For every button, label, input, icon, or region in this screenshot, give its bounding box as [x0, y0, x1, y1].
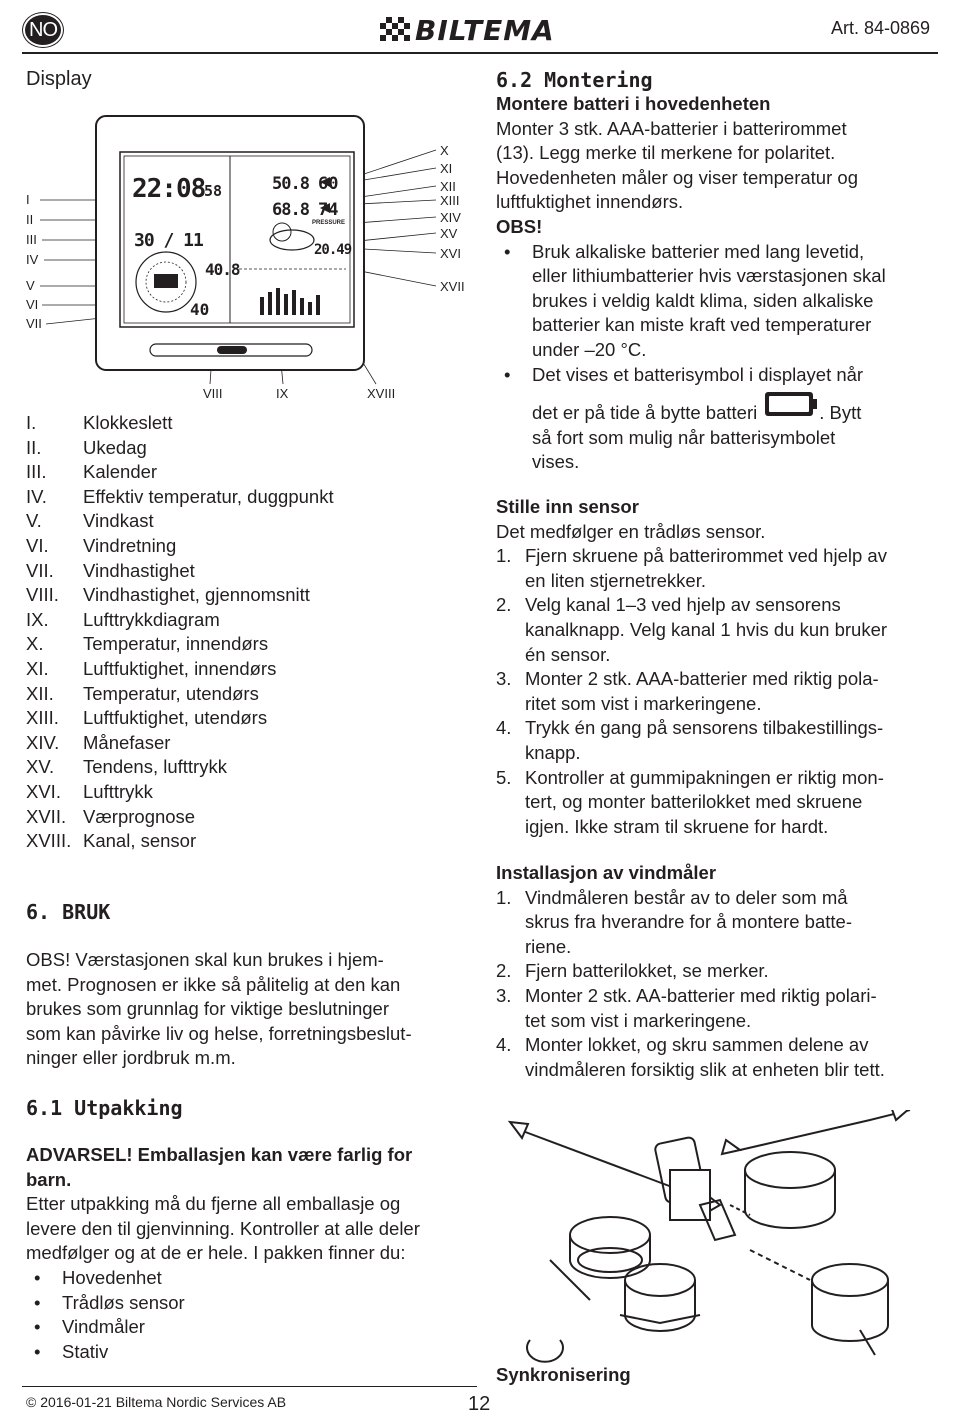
utpakking-heading: 6.1 Utpakking	[26, 1096, 183, 1120]
vindmaler-section	[496, 861, 941, 1082]
list-item: • Det vises et batterisymbol i displayet når det er på tide å bytte batteri . Bytt så fort som mulig når batterisymbolet vises.	[496, 363, 936, 475]
weather-station-display	[92, 112, 372, 374]
screen-time: 22:08	[132, 174, 206, 204]
sensor-section	[496, 495, 936, 839]
text-line: met. Prognosen er ikke så pålitelig at den kan	[26, 973, 401, 995]
legend-item: VII. Vindhastighet	[26, 559, 195, 581]
legend-item: XIV. Månefaser	[26, 731, 171, 753]
legend-item: VI. Vindretning	[26, 535, 177, 556]
diagram-label: XVII	[440, 279, 465, 294]
legend-item: XIII. Luftfuktighet, utendørs	[26, 707, 268, 729]
diagram-label: XVI	[440, 246, 461, 261]
battery-icon	[757, 397, 819, 421]
diagram-label: X	[440, 143, 449, 158]
article-number: Art. 84-0869	[830, 18, 930, 38]
obs-label: OBS!	[496, 215, 543, 237]
display-heading: Display	[26, 68, 92, 90]
legend-item: VIII. Vindhastighet, gjennomsnitt	[26, 584, 310, 606]
text-line: medfølger og at de er hele. I pakken finner du:	[26, 1242, 406, 1264]
text-line: ninger eller jordbruk m.m.	[26, 1047, 236, 1069]
list-item: 4. Trykk én gang på sensorens tilbakestillings- knapp.	[496, 717, 884, 763]
legend-item: XVI. Lufttrykk	[26, 781, 153, 802]
legend-item: IV. Effektiv temperatur, duggpunkt	[26, 485, 334, 507]
brand-name: BILTEMA	[415, 14, 555, 47]
diagram-label: XVIII	[367, 386, 396, 401]
page-number: 12	[468, 1393, 491, 1415]
screen-wind-speed: 40	[190, 300, 210, 319]
list-item: 5. Kontroller at gummipakningen er riktig mon- tert, og monter batterilokket med skruene igjen. Ikke stram til skruene for hardt.	[496, 766, 884, 837]
text-line: brukes som grunnlag for viktige beslutninger	[26, 998, 389, 1020]
list-item: 3. Monter 2 stk. AAA-batterier med riktig pola- ritet som vist i markeringene.	[496, 668, 879, 714]
diagram-label: III	[26, 232, 37, 247]
text-line: som kan påvirke liv og helse, forretningsbeslut-	[26, 1022, 412, 1044]
montering-heading: 6.2 Montering	[496, 68, 653, 92]
legend-item: XII. Temperatur, utendørs	[26, 682, 259, 704]
screen-outdoor-humidity: 74	[318, 200, 339, 220]
list-item: • Hovedenhet	[26, 1266, 476, 1291]
list-item: • Bruk alkaliske batterier med lang levetid, eller lithiumbatterier hvis værstasjonen skal brukes i veldig kaldt klima, siden alkaliske batterier kan miste kraft ved temperaturer under –20 °C.	[496, 240, 936, 363]
language-code: NO	[23, 13, 63, 47]
text-line: Hovedenheten måler og viser temperatur og	[496, 166, 858, 188]
list-item: 2. Fjern batterilokket, se merker.	[496, 960, 769, 982]
list-item: • Vindmåler	[26, 1315, 476, 1340]
text-line: levere den til gjenvinning. Kontroller at alle deler	[26, 1217, 420, 1239]
diagram-label: I	[26, 192, 30, 207]
utpakking-body	[26, 1143, 476, 1364]
screen-date: 30 / 11	[134, 230, 203, 251]
list-item: 1. Vindmåleren består av to deler som må skrus fra hverandre for å montere batte- riene.	[496, 886, 852, 957]
diagram-label: XIV	[440, 210, 461, 225]
warning-line: barn.	[26, 1168, 72, 1190]
diagram-label: XV	[440, 226, 458, 241]
text-line: Monter 3 stk. AAA-batterier i batterirommet	[496, 117, 847, 139]
diagram-label: XII	[440, 179, 456, 194]
sensor-intro: Det medfølger en trådløs sensor.	[496, 520, 766, 542]
diagram-label: VIII	[203, 386, 223, 401]
diagram-label: II	[26, 212, 34, 227]
list-item: 2. Velg kanal 1–3 ved hjelp av sensorens kanalknapp. Velg kanal 1 hvis du kun bruker én sensor.	[496, 594, 888, 665]
legend-item: X. Temperatur, innendørs	[26, 633, 269, 655]
diagram-label: XIII	[440, 193, 460, 208]
diagram-label: VI	[26, 297, 39, 312]
list-item: • Trådløs sensor	[26, 1291, 476, 1316]
legend-item: V. Vindkast	[26, 510, 154, 532]
sensor-steps	[496, 544, 936, 839]
screen-effective-temp: 40.8	[205, 260, 240, 279]
bruk-body	[26, 948, 476, 1071]
diagram-label: VII	[26, 316, 42, 331]
text-line: (13). Legg merke til merkene for polaritet.	[496, 142, 836, 164]
text-line: OBS! Værstasjonen skal kun brukes i hjem-	[26, 949, 384, 970]
list-item: • Stativ	[26, 1340, 476, 1365]
anemometer-illustration	[490, 1110, 940, 1365]
legend-item: III. Kalender	[26, 461, 158, 483]
screen-pressure: 20.49	[314, 242, 352, 258]
list-item: 3. Monter 2 stk. AA-batterier med riktig polari- tet som vist i markeringene.	[496, 984, 877, 1031]
screen-indoor-humidity: 60	[318, 174, 339, 194]
legend-item: IX. Lufttrykkdiagram	[26, 608, 220, 630]
legend-item: XVIII. Kanal, sensor	[26, 830, 197, 852]
copyright: © 2016-01-21 Biltema Nordic Services AB	[26, 1394, 287, 1410]
legend-item: XV. Tendens, lufttrykk	[26, 756, 227, 778]
text-line: luftfuktighet innendørs.	[496, 191, 684, 213]
screen-seconds: 58	[204, 182, 223, 200]
package-contents-list	[26, 1266, 476, 1364]
list-item: 1. Fjern skruene på batterirommet ved hjelp av en liten stjernetrekker.	[496, 545, 887, 591]
legend-item: XVII. Værprognose	[26, 805, 196, 827]
list-item: 4. Monter lokket, og skru sammen delene av vindmåleren forsiktig slik at enheten blir tett.	[496, 1034, 885, 1080]
vindmaler-steps	[496, 886, 941, 1083]
screen-indoor-temp: 50.8	[272, 174, 309, 194]
legend-item: I. Klokkeslett	[26, 412, 173, 433]
montering-subtitle: Montere batteri i hovedenheten	[496, 93, 771, 114]
warning-line: ADVARSEL! Emballasjen kan være farlig for	[26, 1144, 413, 1165]
legend-item: II. Ukedag	[26, 436, 147, 458]
diagram-label: V	[26, 278, 35, 293]
battery-notes-list	[496, 240, 936, 475]
sensor-heading: Stille inn sensor	[496, 496, 639, 517]
text-line: Etter utpakking må du fjerne all emballasje og	[26, 1193, 401, 1215]
synk-heading: Synkronisering	[496, 1364, 631, 1385]
vindmaler-heading: Installasjon av vindmåler	[496, 862, 717, 883]
footer-divider	[22, 1386, 477, 1387]
diagram-label: IX	[276, 386, 289, 401]
screen-outdoor-temp: 68.8	[272, 200, 309, 220]
montering-body	[496, 92, 936, 475]
diagram-label: IV	[26, 252, 39, 267]
bruk-heading: 6. BRUK	[26, 900, 111, 924]
legend-item: XI. Luftfuktighet, innendørs	[26, 658, 277, 679]
diagram-label: XI	[440, 161, 453, 176]
screen-pressure-label: PRESSURE	[312, 220, 346, 226]
